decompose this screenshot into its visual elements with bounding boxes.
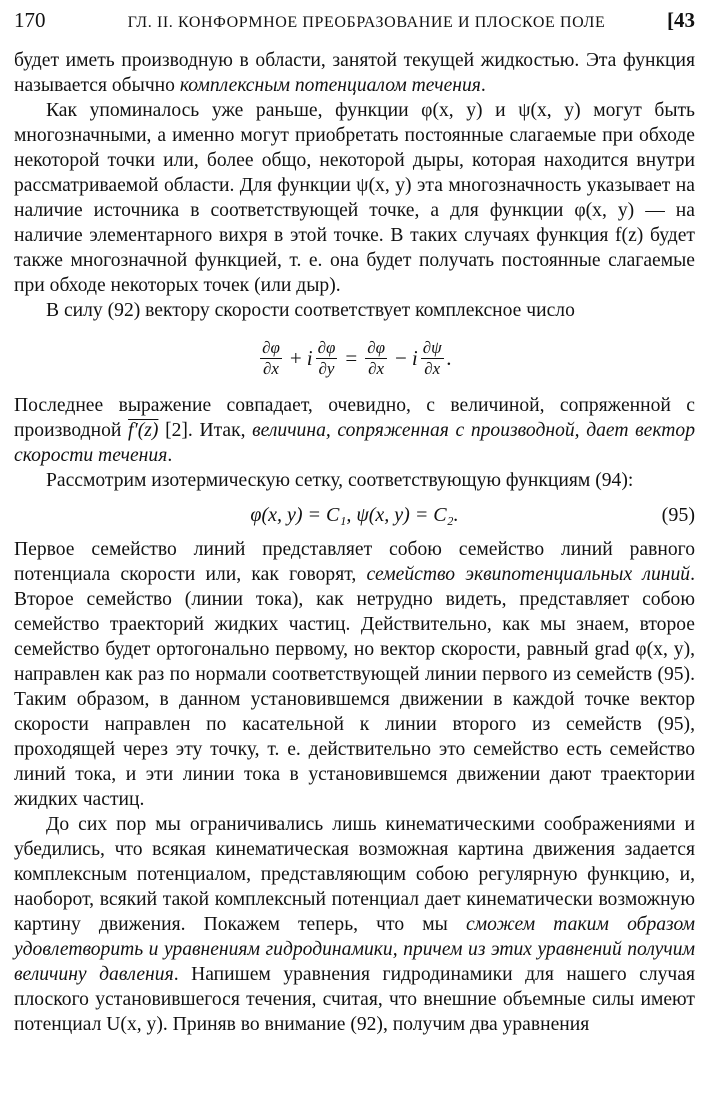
- equation-number: (95): [661, 503, 695, 526]
- numerator: ∂φ: [317, 337, 336, 357]
- fraction: [421, 338, 444, 379]
- fraction: [365, 338, 387, 379]
- paragraph-hydrodynamics: [14, 812, 695, 1037]
- equation-95: [14, 493, 695, 537]
- operator: −: [395, 345, 407, 370]
- text: .: [480, 75, 486, 96]
- operator: +: [289, 345, 302, 370]
- text: будет иметь производную в области, занятой текущей жидкостью. Эта функция называется обычно: [14, 50, 695, 96]
- paragraph-velocity-intro: В силу (92) вектору скорости соответствует комплексное число: [46, 300, 575, 321]
- numerator: ∂ψ: [422, 337, 442, 357]
- paragraph-isothermal-intro: Рассмотрим изотермическую сетку, соответствующую функциям (94):: [46, 470, 634, 491]
- numerator: ∂φ: [367, 337, 386, 357]
- text: Первое семейство линий представляет собою семейство линий равного потенциала скорости или, как говорят,: [14, 539, 695, 585]
- running-title: ГЛ. II. КОНФОРМНОЕ ПРЕОБРАЗОВАНИЕ И ПЛОСКОЕ ПОЛЕ: [127, 14, 606, 31]
- punctuation: .: [446, 345, 452, 370]
- equation-velocity: [14, 323, 695, 393]
- term-equipotential-lines: семейство эквипотенциальных линий: [366, 564, 691, 585]
- conjugate-derivative: f′(z): [128, 420, 159, 441]
- term-complex-potential: комплексным потенциалом течения: [179, 75, 481, 96]
- section-number: [43: [667, 8, 695, 32]
- paragraph-multivalued: Как упоминалось уже раньше, функции φ(x, y) и ψ(x, y) могут быть многозначными, а именно могут приобретать постоянные слагаемые при обходе некоторой точки или, более общо, некоторой дыры, которая находится внутри рассматриваемой области. Для функции ψ(x, y) эта многозначность указывает на наличие источника в соответствующей точке, а для функции φ(x, y) — на наличие элементарного вихря в этой точке. В таких случаях функция f(z) будет также многозначной функцией, т. е. она будет получать постоянные слагаемые при обходе некоторых точек (или дыр).: [14, 100, 695, 296]
- denominator: ∂y: [318, 358, 335, 378]
- running-header: [14, 8, 695, 48]
- paragraph-complex-potential: [14, 48, 695, 98]
- fraction: [260, 338, 282, 379]
- text: .: [167, 445, 173, 466]
- denominator: ∂x: [424, 358, 441, 378]
- paragraph-conjugate: [14, 393, 695, 468]
- paragraph-families: [14, 537, 695, 812]
- fraction: [316, 338, 338, 379]
- imag-unit: i: [411, 345, 418, 370]
- operator: =: [345, 345, 358, 370]
- imag-unit: i: [306, 345, 313, 370]
- italic-statement: сможем таким образом удовлетворить и уравнениям гидродинамики, причем из этих уравнений получим величину давления: [14, 914, 695, 985]
- denominator: ∂x: [262, 358, 279, 378]
- italic-statement: величина, сопряженная с производной, дает вектор скорости течения: [14, 420, 695, 466]
- text: До сих пор мы ограничивались лишь кинематическими соображениями и убедились, что всякая кинематическая возможная картина движения задается комплексным потенциалом, представляющим собою регулярную функцию, и, наоборот, всякий такой комплексный потенциал дает кинематически возможную картину движения. Покажем теперь, что мы: [14, 814, 695, 935]
- text: . Напишем уравнения гидродинамики для нашего случая плоского установившегося течения, считая, что внешние объемные силы имеют потенциал U(x, y). Приняв во внимание (92), получим два уравнения: [14, 964, 695, 1035]
- text: . Второе семейство (линии тока), как нетрудно видеть, представляет собою семейство траекторий жидких частиц. Действительно, как мы знаем, второе семейство будет ортогонально первому, но вектор скорости, равный grad φ(x, y), направлен как раз по нормали соответствующей линии первого из семейств (95). Таким образом, в данном установившемся движении в каждой точке вектор скорости направлен по касательной к линии второго из семейств (95), проходящей через эту точку, т. е. действительно это семейство есть семейство линий тока, и эти линии тока в установившемся движении дают траектории жидких частиц.: [14, 564, 695, 810]
- text: Последнее выражение совпадает, очевидно, с величиной, сопряженной с производной: [14, 395, 695, 441]
- page-number: 170: [14, 8, 46, 32]
- numerator: ∂φ: [262, 337, 280, 357]
- equation-expression: φ(x, y) = C₁, ψ(x, y) = C₂.: [250, 503, 459, 526]
- text: [2]. Итак,: [158, 420, 253, 441]
- denominator: ∂x: [368, 358, 385, 378]
